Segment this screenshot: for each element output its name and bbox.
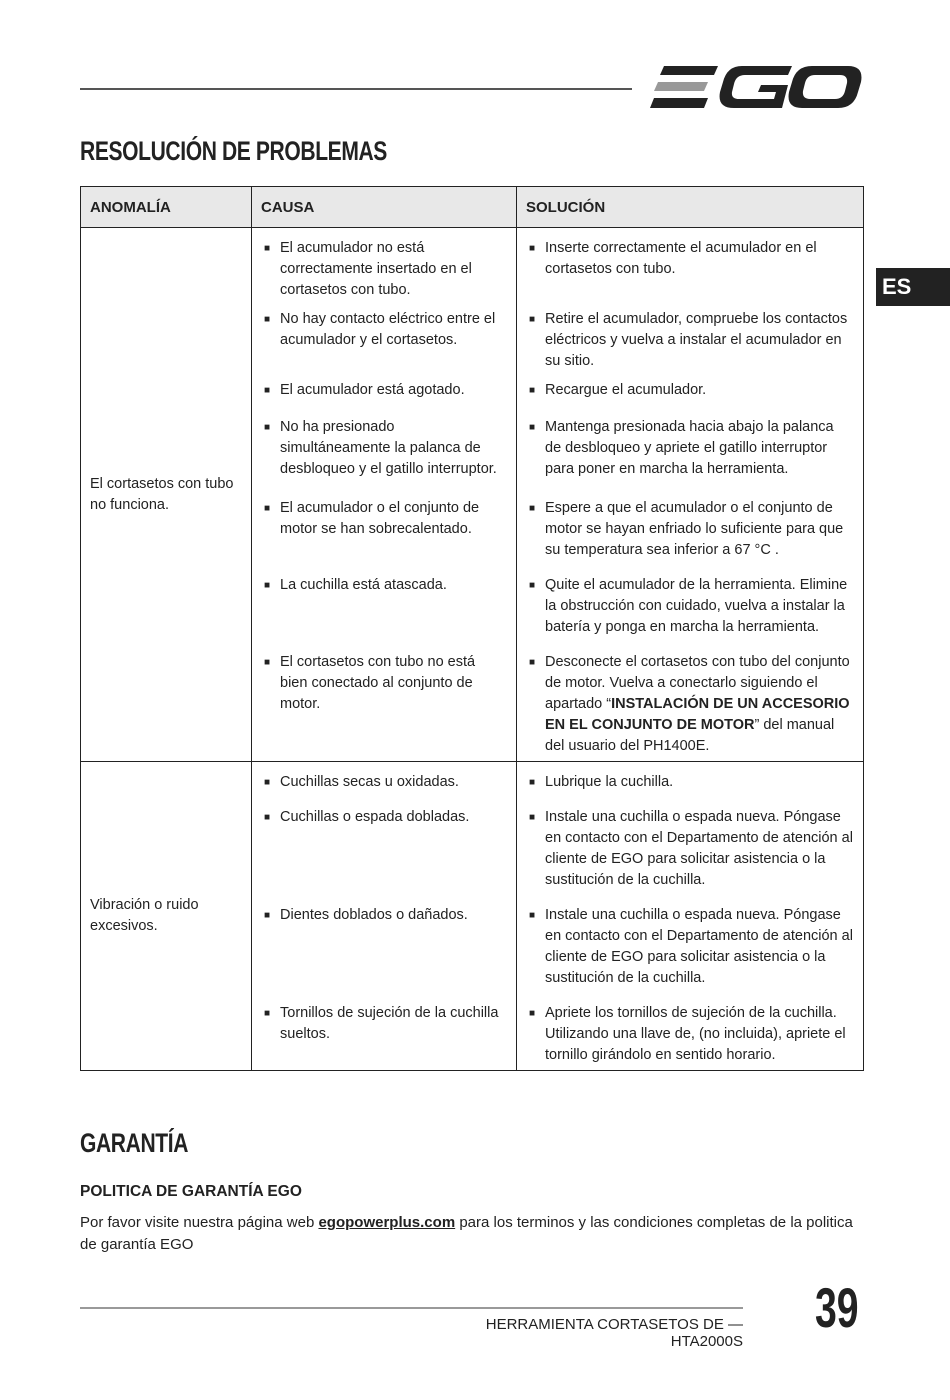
table-row bbox=[81, 762, 864, 1071]
footer-doc-title: HERRAMIENTA CORTASETOS DE — HTA2000S bbox=[485, 1316, 743, 1350]
list-item: ■ No ha presionado simultáneamente la palanca de desbloqueo y el gatillo interruptor. bbox=[264, 419, 497, 477]
section-title-warranty: GARANTÍA bbox=[80, 1128, 189, 1158]
list-item: ■ Desconecte el cortasetos con tubo del conjunto de motor. Vuelva a conectarlo siguiendo el apartado “INSTALACIÓN DE UN ACCESORIO EN EL CONJUNTO DE MOTOR” del manual del usuario del PH1400E. bbox=[529, 654, 850, 754]
list-item: ■ Instale una cuchilla o espada nueva. Póngase en contacto con el Departamento de atención al cliente de EGO para solicitar asistencia o la sustitución de la cuchilla. bbox=[529, 907, 853, 986]
list-item: ■ Instale una cuchilla o espada nueva. Póngase en contacto con el Departamento de atención al cliente de EGO para solicitar asistencia o la sustitución de la cuchilla. bbox=[529, 809, 853, 888]
ego-logo bbox=[650, 60, 862, 119]
list-item: ■ Lubrique la cuchilla. bbox=[529, 774, 674, 790]
list-item: ■ El acumulador o el conjunto de motor se han sobrecalentado. bbox=[264, 500, 480, 537]
column-header-solution: SOLUCIÓN bbox=[517, 187, 864, 228]
column-header-cause: CAUSA bbox=[252, 187, 517, 228]
cause-list bbox=[252, 762, 517, 1071]
list-item: ■ Retire el acumulador, compruebe los contactos eléctricos y vuelva a instalar el acumulador en su sitio. bbox=[529, 311, 848, 369]
list-item: ■ Recargue el acumulador. bbox=[529, 382, 707, 398]
column-header-anomaly: ANOMALÍA bbox=[81, 187, 252, 228]
footer-rule bbox=[80, 1307, 743, 1309]
list-item: ■ Quite el acumulador de la herramienta. Elimine la obstrucción con cuidado, vuelva a instalar la batería y ponga en marcha la herramienta. bbox=[529, 577, 848, 635]
anomaly-cell: El cortasetos con tubo no funciona. bbox=[81, 228, 252, 762]
list-item: ■ El acumulador no está correctamente insertado en el cortasetos con tubo. bbox=[264, 240, 472, 298]
page-number: 39 bbox=[815, 1276, 859, 1339]
list-item: ■ No hay contacto eléctrico entre el acumulador y el cortasetos. bbox=[264, 311, 496, 348]
solution-list bbox=[517, 228, 864, 762]
list-item: ■ Mantenga presionada hacia abajo la palanca de desbloqueo y apriete el gatillo interruptor para poner en marcha la herramienta. bbox=[529, 419, 834, 477]
list-item: ■ La cuchilla está atascada. bbox=[264, 577, 447, 593]
anomaly-cell: Vibración o ruido excesivos. bbox=[81, 762, 252, 1071]
warranty-paragraph: Por favor visite nuestra página web egopowerplus.com para los terminos y las condiciones completas de la politica de garantía EGO bbox=[80, 1214, 853, 1253]
list-item: ■ Dientes doblados o dañados. bbox=[264, 907, 468, 923]
warranty-subtitle: POLITICA DE GARANTÍA EGO bbox=[80, 1183, 302, 1200]
language-tab: ES bbox=[876, 268, 950, 306]
solution-list bbox=[517, 762, 864, 1071]
list-item: ■ Espere a que el acumulador o el conjunto de motor se hayan enfriado lo suficiente para que su temperatura sea inferior a 67 °C . bbox=[529, 500, 844, 558]
list-item: ■ Tornillos de sujeción de la cuchilla sueltos. bbox=[264, 1005, 499, 1042]
list-item: ■ Cuchillas o espada dobladas. bbox=[264, 809, 470, 825]
list-item: ■ Cuchillas secas u oxidadas. bbox=[264, 774, 459, 790]
list-item: ■ El acumulador está agotado. bbox=[264, 382, 465, 398]
list-item: ■ El cortasetos con tubo no está bien conectado al conjunto de motor. bbox=[264, 654, 476, 712]
section-title-troubleshooting: RESOLUCIÓN DE PROBLEMAS bbox=[80, 136, 387, 166]
website-link[interactable]: egopowerplus.com bbox=[318, 1214, 456, 1231]
table-row bbox=[81, 228, 864, 762]
header-rule bbox=[80, 88, 632, 90]
list-item: ■ Apriete los tornillos de sujeción de la cuchilla. Utilizando una llave de, (no incluida), apriete el tornillo girándolo en sentido horario. bbox=[529, 1005, 846, 1063]
cause-list bbox=[252, 228, 517, 762]
troubleshooting-table bbox=[80, 186, 864, 1071]
list-item: ■ Inserte correctamente el acumulador en el cortasetos con tubo. bbox=[529, 240, 817, 277]
